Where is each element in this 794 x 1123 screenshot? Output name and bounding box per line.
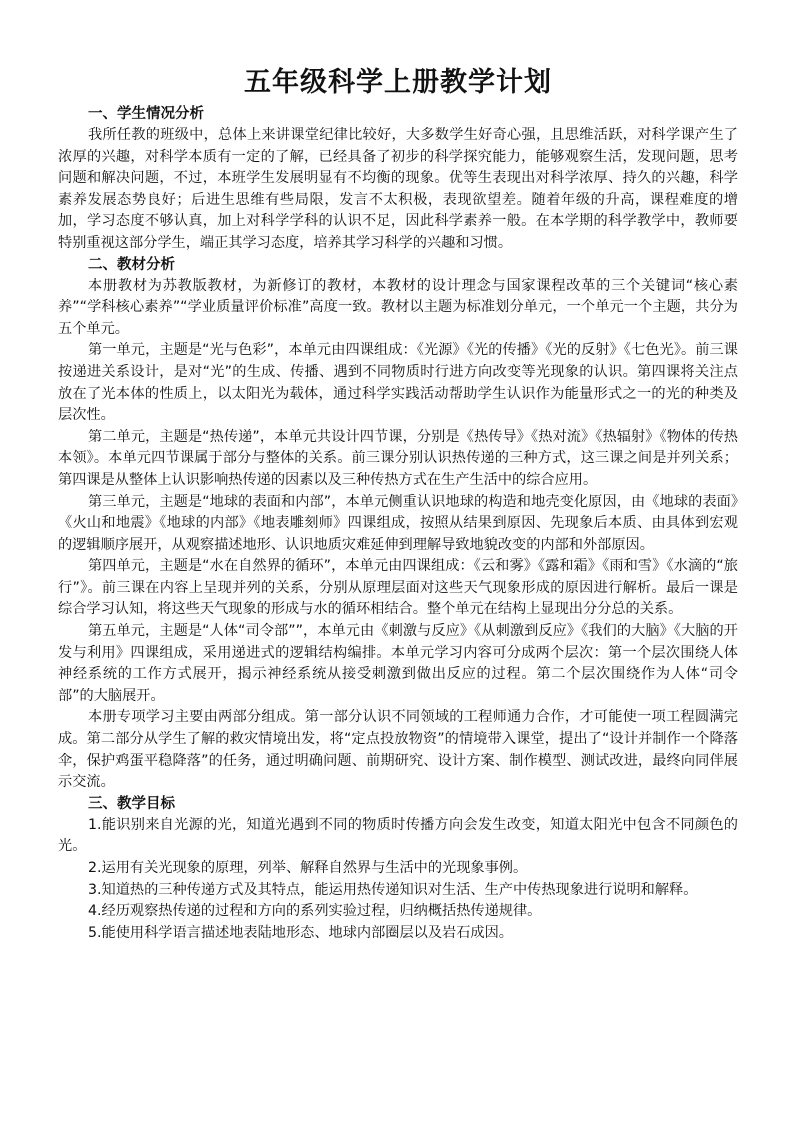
section-heading: 三、教学目标 [88, 795, 175, 812]
paragraph-unit-1: 第一单元，主题是“光与色彩”，本单元由四课组成：《光源》《光的传播》《光的反射》《七色光》。前三课按递进关系设计，是对“光”的生成、传播、遇到不同物质时行进方向改变等光现象的认识。第四课将关注点放在了光本体的性质上，以太阳光为载体，通过科学实践活动帮助学生认识作为能量形式之一的光的种类及层次性。 [58, 342, 738, 424]
page-title: 五年级科学上册教学计划 [244, 67, 552, 98]
paragraph-unit-5: 第五单元，主题是“人体“司令部””，本单元由《刺激与反应》《从刺激到反应》《我们的大脑》《大脑的开发与利用》四课组成，采用递进式的逻辑结构编排。本单元学习内容可分成两个层次：第一个层次围绕人体神经系统的工作方式展开，揭示神经系统从接受刺激到做出反应的过程。第二个层次围绕作为人体“司令部”的大脑展开。 [58, 623, 738, 704]
paragraph: 本册教材为苏教版教材，为新修订的教材，本教材的设计理念与国家课程改革的三个关键词“核心素养”“学科核心素养”“学业质量评价标准”高度一致。教材以主题为标准划分单元，一个单元一个主题，共分为五个单元。 [58, 277, 738, 337]
goal-item: 5.能使用科学语言描述地表陆地形态、地球内部圈层以及岩石成因。 [88, 924, 513, 941]
paragraph-unit-2: 第二单元，主题是“热传递”，本单元共设计四节课，分别是《热传导》《热对流》《热辐射》《物体的传热本领》。本单元四节课属于部分与整体的关系。前三课分别认识热传递的三种方式，这三课之间是并列关系；第四课是从整体上认识影响热传递的因素以及三种传热方式在生产生活中的综合应用。 [58, 428, 738, 488]
section-teaching-goals [58, 794, 738, 945]
section-textbook-analysis [58, 255, 738, 794]
section-heading: 二、教材分析 [88, 256, 175, 273]
goal-item: 3.知道热的三种传递方式及其特点，能运用热传递知识对生活、生产中传热现象进行说明和解释。 [88, 881, 698, 898]
goal-item: 4.经历观察热传递的过程和方向的系列实验过程，归纳概括热传递规律。 [88, 903, 542, 920]
goal-item: 1.能识别来自光源的光，知道光遇到不同的物质时传播方向会发生改变，知道太阳光中包含不同颜色的光。 [58, 816, 738, 855]
paragraph: 我所任教的班级中，总体上来讲课堂纪律比较好，大多数学生好奇心强，且思维活跃，对科学课产生了浓厚的兴趣，对科学本质有一定的了解，已经具备了初步的科学探究能力，能够观察生活，发现问题，思考问题和解决问题，不过，本班学生发展明显有不均衡的现象。优等生表现出对科学浓厚、持久的兴趣，科学素养发展态势良好；后进生思维有些局限，发言不太积极，表现欲望差。随着年级的升高，课程难度的增加，学习态度不够认真，加上对科学学科的认识不足，因此科学素养一般。在本学期的科学教学中，教师要特别重视这部分学生，端正其学习态度，培养其学习科学的兴趣和习惯。 [58, 127, 738, 251]
paragraph-unit-3: 第三单元，主题是“地球的表面和内部”，本单元侧重认识地球的构造和地壳变化原因，由《地球的表面》《火山和地震》《地球的内部》《地表雕刻师》四课组成，按照从结果到原因、先现象后本质、由具体到宏观的逻辑顺序展开，从观察描述地形、认识地质灾难延伸到理解导致地貌改变的内部和外部原因。 [58, 493, 738, 553]
goal-item: 2.运用有关光现象的原理，列举、解释自然界与生活中的光现象事例。 [88, 860, 528, 876]
paragraph-special-study: 本册专项学习主要由两部分组成。第一部分认识不同领域的工程师通力合作，才可能使一项工程圆满完成。第二部分从学生了解的救灾情境出发，将“定点投放物资”的情境带入课堂，提出了“设计并制作一个降落伞，保护鸡蛋平稳降落”的任务，通过明确问题、前期研究、设计方案、制作模型、测试改进，最终向同伴展示交流。 [58, 709, 738, 791]
section-heading: 一、学生情况分析 [88, 106, 204, 122]
section-student-analysis [58, 104, 738, 255]
paragraph-unit-4: 第四单元，主题是“水在自然界的循环”，本单元由四课组成：《云和雾》《露和霜》《雨和雪》《水滴的“旅行”》。前三课在内容上呈现并列的关系，分别从原理层面对这些天气现象形成的原因进行解析。最后一课是综合学习认知，将这些天气现象的形成与水的循环相结合。整个单元在结构上显现出分分总的关系。 [58, 558, 738, 618]
